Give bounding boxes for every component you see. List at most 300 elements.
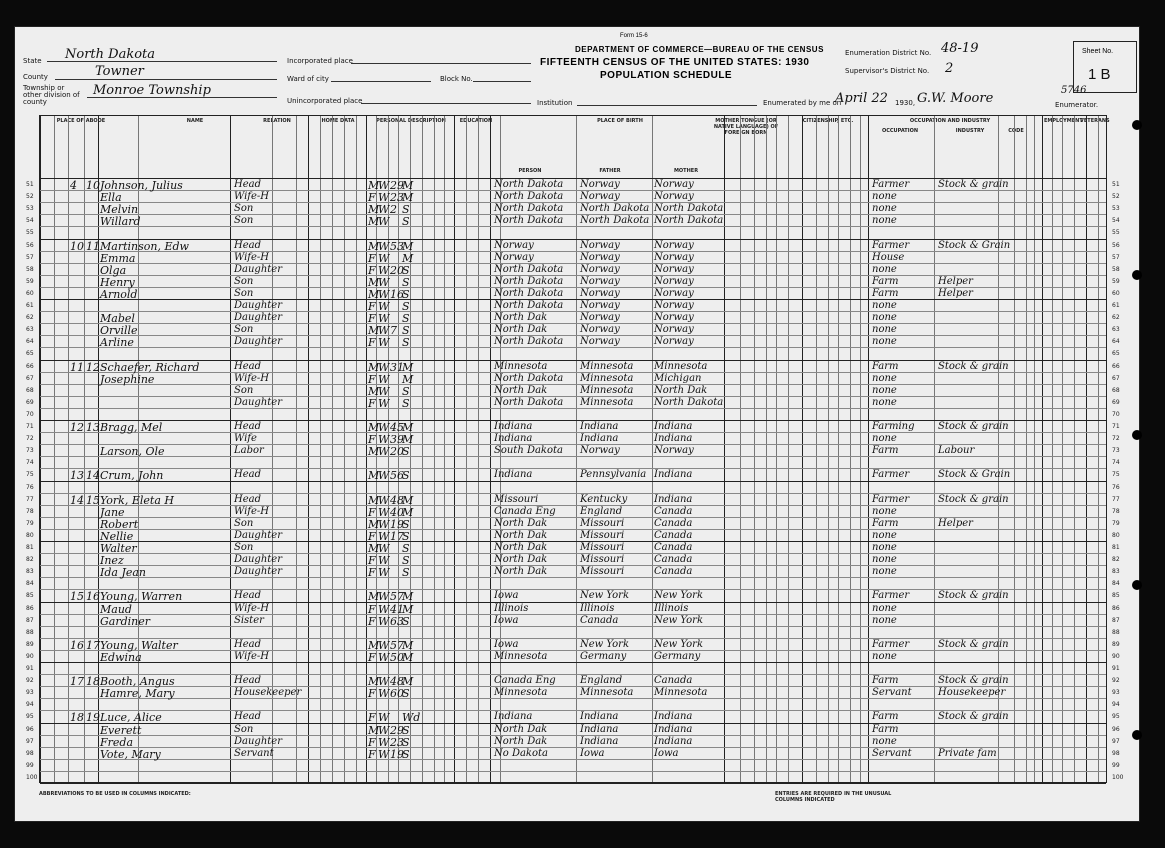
- father-birthplace: Pennsylvania: [580, 469, 647, 481]
- relation: Daughter: [234, 566, 282, 578]
- occupation: none: [872, 203, 897, 215]
- race: W: [378, 723, 390, 737]
- row-number-right: 59: [1112, 277, 1120, 285]
- row-line: [40, 347, 1106, 348]
- age: 48: [390, 675, 404, 689]
- occupation: none: [872, 542, 897, 553]
- birthplace: North Dakota: [494, 263, 564, 275]
- dwelling-number: 4: [70, 179, 77, 192]
- mother-birthplace: Indiana: [654, 723, 693, 735]
- sex: F: [368, 529, 376, 543]
- father-birthplace: England: [580, 675, 623, 687]
- race: W: [378, 384, 390, 398]
- race: W: [378, 445, 390, 459]
- person-name: Mabel: [100, 312, 135, 326]
- sex: M: [368, 203, 380, 217]
- ward-line: [331, 73, 431, 82]
- mother-birthplace: Norway: [654, 336, 694, 348]
- marital-status: M: [402, 372, 414, 386]
- mother-birthplace: Norway: [654, 312, 694, 324]
- sex: F: [368, 566, 376, 580]
- sex: M: [368, 179, 380, 192]
- sex: F: [368, 614, 376, 628]
- race: W: [378, 251, 390, 265]
- age: 31: [390, 360, 404, 374]
- row-number-left: 67: [26, 374, 34, 382]
- row-number-right: 81: [1112, 544, 1120, 551]
- race: W: [378, 372, 390, 386]
- occupation: Farmer: [872, 239, 910, 251]
- sex: M: [368, 215, 380, 229]
- race: W: [378, 711, 390, 725]
- row-number-left: 58: [26, 265, 34, 273]
- row-number-right: 99: [1112, 761, 1120, 769]
- age: 60: [390, 687, 404, 701]
- col-citizenship: CITIZENSHIP, ETC.: [802, 118, 854, 124]
- industry: Labour: [938, 445, 975, 457]
- person-name: Young, Warren: [100, 590, 183, 604]
- col-place-of-birth: PLACE OF BIRTH: [597, 118, 643, 124]
- occupation: Farmer: [872, 638, 910, 650]
- father-birthplace: North Dakota: [580, 203, 650, 215]
- father-birthplace: Norway: [580, 179, 620, 190]
- occupation: Farm: [872, 711, 899, 723]
- occupation: none: [872, 300, 897, 311]
- relation: Son: [234, 517, 254, 529]
- father-birthplace: Indiana: [580, 711, 619, 723]
- row-number-left: 76: [26, 483, 34, 491]
- occupation: Farm: [872, 723, 899, 735]
- relation: Head: [234, 421, 262, 432]
- row-number-right: 78: [1112, 507, 1120, 515]
- mother-birthplace: Indiana: [654, 711, 693, 723]
- age: 48: [390, 493, 404, 507]
- binder-hole: [1132, 730, 1142, 740]
- race: W: [378, 312, 390, 326]
- person-name: Walter: [100, 542, 137, 555]
- race: W: [378, 735, 390, 749]
- marital-status: S: [402, 554, 410, 568]
- mother-birthplace: Norway: [654, 324, 694, 336]
- father-birthplace: Norway: [580, 324, 620, 336]
- birthplace: Canada Eng: [494, 675, 556, 687]
- person-name: Ella: [100, 191, 122, 205]
- occupation: none: [872, 505, 897, 517]
- occupation: Farmer: [872, 179, 910, 190]
- birthplace: Iowa: [494, 614, 519, 626]
- row-number-right: 57: [1112, 253, 1120, 261]
- father-birthplace: Missouri: [580, 529, 625, 541]
- race: W: [378, 215, 390, 229]
- father-birthplace: North Dakota: [580, 215, 650, 227]
- father-birthplace: Indiana: [580, 735, 619, 747]
- sex: F: [368, 650, 376, 664]
- row-number-right: 96: [1112, 725, 1120, 733]
- marital-status: S: [402, 203, 410, 217]
- birthplace: North Dakota: [494, 372, 564, 384]
- race: W: [378, 433, 390, 447]
- father-birthplace: Norway: [580, 239, 620, 251]
- dwelling-number: 18: [70, 711, 84, 725]
- father-birthplace: Minnesota: [580, 372, 634, 384]
- row-number-left: 65: [26, 350, 34, 358]
- race: W: [378, 324, 390, 338]
- footer: [35, 789, 1119, 819]
- father-birthplace: Missouri: [580, 542, 625, 553]
- person-name: Emma: [100, 251, 136, 265]
- race: W: [378, 517, 390, 531]
- mother-birthplace: Canada: [654, 542, 693, 553]
- marital-status: M: [402, 191, 414, 205]
- relation: Head: [234, 638, 262, 650]
- person-name: Willard: [100, 215, 141, 229]
- person-name: Freda: [100, 735, 133, 749]
- sex: F: [368, 396, 376, 410]
- industry: Helper: [938, 275, 973, 287]
- person-name: Ida Jean: [100, 566, 147, 580]
- col-home-data: HOME DATA: [321, 118, 355, 124]
- row-line: [40, 299, 1106, 300]
- mother-birthplace: Norway: [654, 191, 694, 203]
- mother-birthplace: New York: [654, 614, 703, 626]
- sheet-label: Sheet No.: [1082, 48, 1114, 55]
- occupation: Farm: [872, 287, 899, 299]
- grid-column-line: [444, 116, 445, 782]
- row-number-right: 85: [1112, 592, 1120, 600]
- row-number-right: 53: [1112, 205, 1120, 213]
- birthplace: Norway: [494, 239, 534, 251]
- race: W: [378, 493, 390, 507]
- sex: M: [368, 638, 380, 652]
- abbrev-note: ABBREVIATIONS TO BE USED IN COLUMNS INDICATED:: [39, 791, 191, 797]
- enumerated-label: Enumerated by me on: [763, 99, 842, 107]
- mother-birthplace: Illinois: [654, 602, 689, 614]
- grid-column-line: [860, 116, 861, 782]
- census-sheet: [14, 26, 1140, 822]
- row-line: [40, 505, 1106, 506]
- township-label: Township or other division of county: [23, 84, 80, 106]
- col-place-of-abode: PLACE OF ABODE: [56, 118, 106, 124]
- row-number-left: 57: [26, 253, 34, 261]
- marital-status: S: [402, 324, 410, 338]
- occupation: Farm: [872, 360, 899, 372]
- row-number-right: 55: [1112, 229, 1120, 237]
- birthplace: North Dakota: [494, 275, 564, 287]
- binder-hole: [1132, 270, 1142, 280]
- occupation: Farmer: [872, 469, 910, 481]
- marital-status: M: [402, 360, 414, 374]
- relation: Head: [234, 493, 262, 505]
- race: W: [378, 566, 390, 580]
- race: W: [378, 360, 390, 374]
- enumerator-value: G.W. Moore: [917, 91, 994, 106]
- person-name: Crum, John: [100, 469, 164, 483]
- sex: M: [368, 275, 380, 289]
- occupation: House: [872, 251, 905, 263]
- father-birthplace: Norway: [580, 275, 620, 287]
- row-line: [40, 214, 1106, 215]
- birthplace: Iowa: [494, 590, 519, 602]
- col-mother-tongue: MOTHER TONGUE (OR NATIVE LANGUAGE) OF FOREIGN BORN: [713, 118, 779, 136]
- mother-birthplace: Canada: [654, 566, 693, 578]
- grid-column-line: [1042, 116, 1043, 782]
- relation: Head: [234, 239, 262, 251]
- industry: Stock & Grain: [938, 239, 1011, 251]
- row-number-left: 86: [26, 604, 34, 612]
- occupation: none: [872, 566, 897, 578]
- race: W: [378, 191, 390, 205]
- marital-status: S: [402, 287, 410, 301]
- occupation: none: [872, 324, 897, 336]
- grid-column-line: [828, 116, 829, 782]
- mother-birthplace: Minnesota: [654, 360, 708, 372]
- person-name: Martinson, Edw: [100, 239, 189, 253]
- grid-column-line: [308, 116, 309, 782]
- marital-status: S: [402, 275, 410, 289]
- occupation: none: [872, 336, 897, 348]
- row-line: [40, 323, 1106, 324]
- row-number-left: 85: [26, 592, 34, 600]
- person-name: Edwina: [100, 650, 142, 664]
- row-number-right: 67: [1112, 374, 1120, 382]
- row-number-left: 98: [26, 749, 34, 757]
- row-number-right: 98: [1112, 749, 1120, 757]
- father-birthplace: Indiana: [580, 723, 619, 735]
- row-number-right: 82: [1112, 556, 1120, 564]
- occupation: none: [872, 191, 897, 203]
- marital-status: S: [402, 445, 410, 459]
- row-number-right: 93: [1112, 689, 1120, 697]
- row-line: [40, 372, 1106, 373]
- race: W: [378, 687, 390, 701]
- person-name: Vote, Mary: [100, 747, 161, 761]
- sex: M: [368, 324, 380, 338]
- dwelling-number: 13: [70, 469, 84, 483]
- father-birthplace: Norway: [580, 336, 620, 348]
- sex: F: [368, 263, 376, 277]
- sex: M: [368, 360, 380, 374]
- mother-birthplace: North Dak: [654, 384, 708, 396]
- father-birthplace: Missouri: [580, 566, 625, 578]
- marital-status: S: [402, 614, 410, 628]
- marital-status: Wd: [402, 711, 421, 725]
- marital-status: S: [402, 263, 410, 277]
- grid-column-line: [802, 116, 803, 782]
- race: W: [378, 650, 390, 664]
- sex: M: [368, 517, 380, 531]
- row-number-right: 92: [1112, 677, 1120, 685]
- row-number-right: 64: [1112, 338, 1120, 346]
- birthplace: Indiana: [494, 469, 533, 481]
- row-number-right: 70: [1112, 410, 1120, 418]
- dwelling-number: 10: [70, 239, 84, 253]
- row-number-right: 51: [1112, 181, 1120, 188]
- row-number-right: 90: [1112, 652, 1120, 660]
- marital-status: M: [402, 602, 414, 616]
- row-line: [40, 698, 1106, 699]
- occupation: Servant: [872, 687, 912, 699]
- row-line: [40, 529, 1106, 530]
- row-line: [40, 614, 1106, 615]
- grid-column-line: [816, 116, 817, 782]
- sex: M: [368, 542, 380, 555]
- row-number-left: 82: [26, 556, 34, 564]
- father-birthplace: Illinois: [580, 602, 615, 614]
- father-birthplace: Kentucky: [580, 493, 628, 505]
- grid-column-line: [1052, 116, 1053, 782]
- mother-birthplace: North Dakota: [654, 396, 724, 408]
- relation: Wife: [234, 433, 257, 445]
- row-line: [40, 759, 1106, 760]
- row-line: [40, 384, 1106, 385]
- person-name: Orville: [100, 324, 138, 338]
- row-number-right: 54: [1112, 217, 1120, 225]
- grid-column-line: [740, 116, 741, 782]
- col-employment: EMPLOYMENT: [1044, 118, 1083, 124]
- sex: M: [368, 675, 380, 689]
- row-line: [40, 251, 1106, 252]
- row-number-right: 74: [1112, 459, 1120, 467]
- row-number-right: 79: [1112, 519, 1120, 527]
- birthplace: North Dakota: [494, 215, 564, 227]
- county-value: Towner: [95, 64, 144, 79]
- grid-column-line: [766, 116, 767, 782]
- age: 29: [390, 179, 404, 192]
- race: W: [378, 287, 390, 301]
- occupation: Farmer: [872, 590, 910, 602]
- row-line: [40, 190, 1106, 191]
- col-name: NAME: [186, 118, 204, 124]
- col-veterans: VETERANS: [1080, 118, 1110, 124]
- marital-status: S: [402, 215, 410, 229]
- row-number-left: 80: [26, 531, 34, 539]
- row-line: [40, 456, 1106, 457]
- mother-birthplace: Canada: [654, 505, 693, 517]
- grid-column-line: [356, 116, 357, 782]
- marital-status: M: [402, 251, 414, 265]
- marital-status: M: [402, 675, 414, 689]
- person-name: Olga: [100, 263, 127, 277]
- grid-column-line: [230, 116, 231, 782]
- mother-birthplace: Canada: [654, 529, 693, 541]
- race: W: [378, 614, 390, 628]
- relation: Daughter: [234, 336, 282, 348]
- row-number-right: 58: [1112, 265, 1120, 273]
- age: 29: [390, 723, 404, 737]
- row-number-right: 94: [1112, 701, 1120, 709]
- grid-column-line: [868, 116, 869, 782]
- grid-column-line: [84, 116, 85, 782]
- father-birthplace: Minnesota: [580, 360, 634, 372]
- row-number-left: 78: [26, 507, 34, 515]
- grid-column-line: [272, 116, 273, 782]
- mother-birthplace: Indiana: [654, 421, 693, 432]
- birthplace: North Dakota: [494, 179, 564, 190]
- relation: Head: [234, 179, 262, 190]
- occupation: none: [872, 554, 897, 566]
- row-line: [40, 481, 1106, 482]
- row-line: [40, 226, 1106, 227]
- birthplace: No Dakota: [494, 747, 548, 759]
- row-number-right: 56: [1112, 241, 1120, 249]
- sex: F: [368, 711, 376, 725]
- sheet-number-box: [1073, 41, 1137, 93]
- relation: Servant: [234, 747, 274, 759]
- grid-column-line: [724, 116, 725, 782]
- grid-column-line: [1062, 116, 1063, 782]
- enumerator-label: Enumerator.: [1055, 101, 1099, 109]
- enumeration-value: 48-19: [941, 41, 979, 56]
- row-number-left: 96: [26, 725, 34, 733]
- row-line: [40, 735, 1106, 736]
- family-number: 12: [86, 360, 100, 374]
- sheet-value: 1 B: [1088, 66, 1111, 83]
- state-label: State: [23, 57, 42, 65]
- age: 7: [390, 324, 397, 338]
- row-number-right: 65: [1112, 350, 1120, 358]
- mother-birthplace: Canada: [654, 675, 693, 687]
- age: 2: [390, 203, 397, 217]
- sex: M: [368, 421, 380, 434]
- row-line: [40, 577, 1106, 578]
- grid-column-line: [652, 116, 653, 782]
- row-line: [40, 396, 1106, 397]
- grid-column-line: [478, 116, 479, 782]
- block-label: Block No.: [440, 75, 473, 83]
- row-number-right: 77: [1112, 495, 1120, 503]
- relation: Daughter: [234, 396, 282, 408]
- person-name: Jane: [100, 505, 125, 519]
- person-name: Everett: [100, 723, 142, 737]
- relation: Son: [234, 723, 254, 735]
- mother-birthplace: Norway: [654, 287, 694, 299]
- birthplace: North Dak: [494, 529, 548, 541]
- row-number-left: 87: [26, 616, 34, 624]
- birthplace: North Dak: [494, 324, 548, 336]
- sex: F: [368, 735, 376, 749]
- age: 53: [390, 239, 404, 253]
- father-birthplace: Norway: [580, 445, 620, 457]
- grid-column-line: [54, 116, 55, 782]
- birthplace: North Dak: [494, 384, 548, 396]
- row-number-left: 59: [26, 277, 34, 285]
- marital-status: M: [402, 433, 414, 447]
- father-birthplace: Norway: [580, 312, 620, 324]
- relation: Head: [234, 590, 262, 602]
- race: W: [378, 590, 390, 604]
- race: W: [378, 396, 390, 410]
- grid-column-line: [466, 116, 467, 782]
- birthplace: South Dakota: [494, 445, 563, 457]
- row-number-right: 73: [1112, 447, 1120, 455]
- marital-status: M: [402, 590, 414, 604]
- col-mother: MOTHER: [673, 168, 699, 174]
- mother-birthplace: Minnesota: [654, 687, 708, 699]
- row-number-right: 69: [1112, 398, 1120, 406]
- industry: Helper: [938, 287, 973, 299]
- sex: F: [368, 433, 376, 447]
- sex: F: [368, 191, 376, 205]
- dwelling-number: 17: [70, 675, 84, 689]
- row-number-left: 69: [26, 398, 34, 406]
- sex: F: [368, 251, 376, 265]
- race: W: [378, 239, 390, 253]
- sex: F: [368, 554, 376, 568]
- grid-column-line: [320, 116, 321, 782]
- grid-column-line: [366, 116, 367, 782]
- row-number-left: 88: [26, 628, 34, 636]
- race: W: [378, 336, 390, 350]
